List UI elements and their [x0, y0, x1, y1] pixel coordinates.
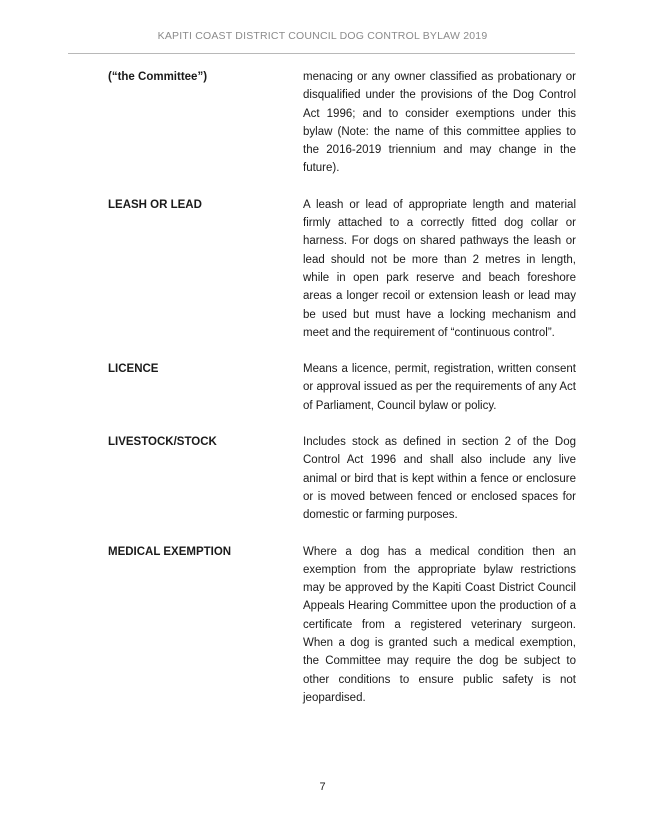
- definition-term: (“the Committee”): [108, 71, 208, 83]
- definition-medical-exemption: [108, 543, 576, 708]
- page-number: 7: [319, 781, 326, 793]
- definition-text: A leash or lead of appropriate length and material firmly attached to a correctly fitted dog collar or harness. For dogs on shared pathways the leash or lead should not be more than 2 metres in length, while in open park reserve and beach foreshore areas a longer recoil or extension leash or lead may be used but must have a locking mechanism and meet and the requirement of “continuous control”.: [303, 198, 576, 339]
- definition-text: Where a dog has a medical condition then an exemption from the appropriate bylaw restrictions may be approved by the Kapiti Coast District Council Appeals Hearing Committee upon the production of a certificate from a registered veterinary surgeon. When a dog is granted such a medical exemption, the Committee may require the dog be subject to other conditions to ensure public safety is not jeopardised.: [303, 545, 576, 704]
- definition-livestock-stock: [108, 433, 576, 524]
- definition-term: LEASH OR LEAD: [108, 198, 202, 211]
- definition-term: MEDICAL EXEMPTION: [108, 545, 232, 558]
- definition-text: menacing or any owner classified as probationary or disqualified under the provisions of the Dog Control Act 1996; and to consider exemptions under this bylaw (Note: the name of this committee applies to the 2016-2019 triennium and may change in the future).: [303, 71, 576, 175]
- definition-term: LICENCE: [108, 363, 159, 376]
- definition-the-committee: [108, 68, 576, 178]
- definitions-list: [108, 68, 576, 725]
- definition-term: LIVESTOCK/STOCK: [108, 436, 217, 449]
- definition-licence: [108, 360, 576, 415]
- page-header: KAPITI COAST DISTRICT COUNCIL DOG CONTROL BYLAW 2019: [157, 30, 488, 42]
- definition-leash-or-lead: [108, 196, 576, 342]
- definition-text: Includes stock as defined in section 2 of the Dog Control Act 1996 and shall also include any live animal or bird that is kept within a fence or enclosure or is moved between fenced or enclosed spaces for domestic or farming purposes.: [303, 436, 576, 522]
- definition-text: Means a licence, permit, registration, written consent or approval issued as per the requirements of any Act of Parliament, Council bylaw or policy.: [303, 363, 576, 412]
- header-divider: [68, 53, 575, 54]
